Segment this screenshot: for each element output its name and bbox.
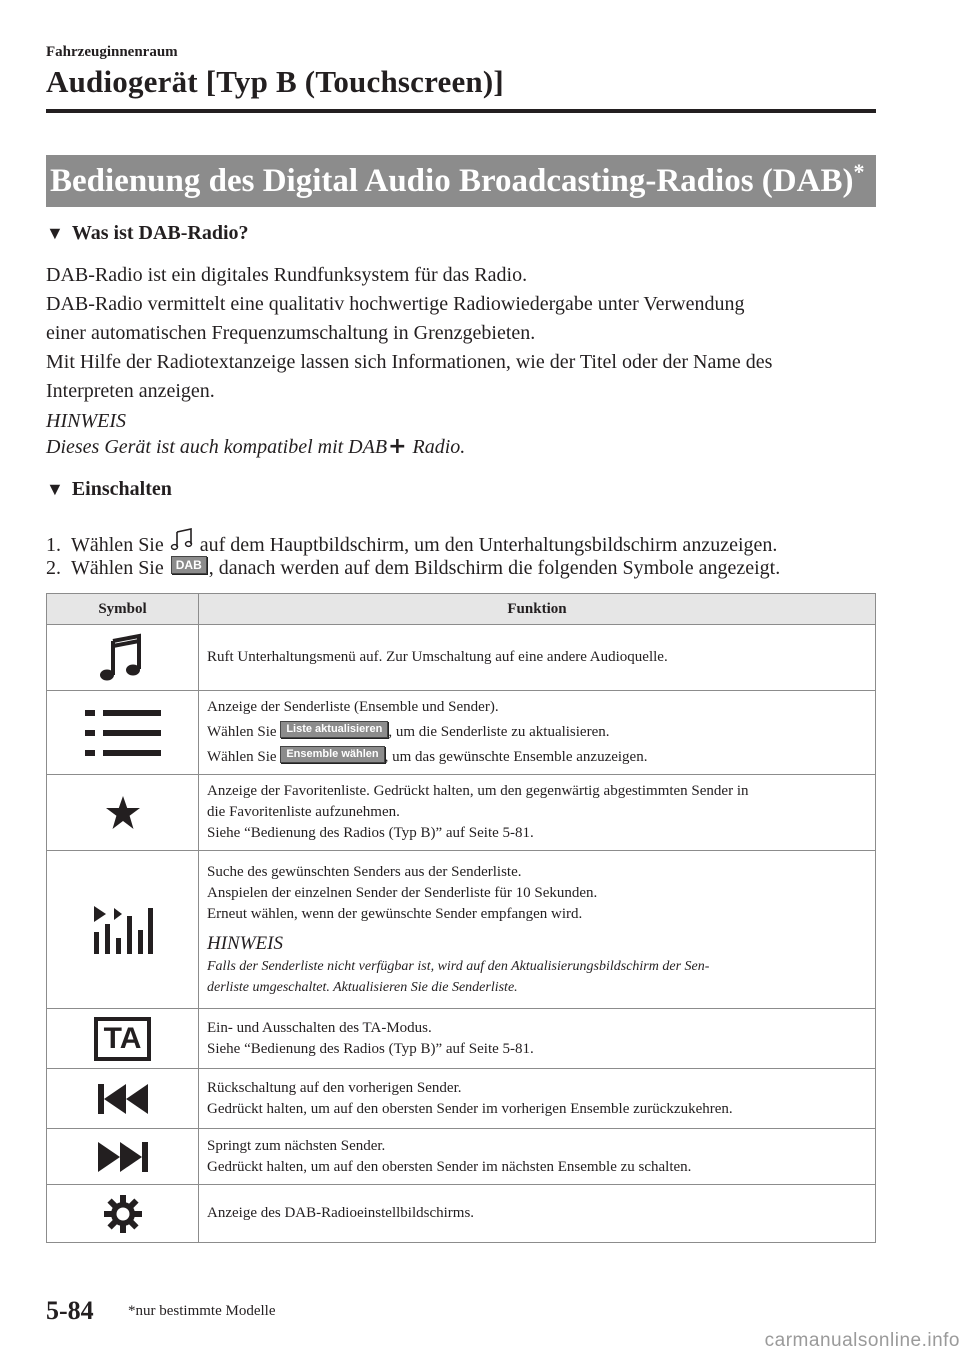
- step-2: 2. Wählen Sie DAB , danach werden auf dem Bildschirm die folgenden Symbole angezeigt.: [46, 557, 781, 579]
- next-icon: [47, 1129, 199, 1185]
- function-cell: Ein- und Ausschalten des TA-Modus. Siehe “Bedienung des Radios (Typ B)” auf Seite 5-81.: [199, 1009, 876, 1069]
- table-row: [47, 691, 876, 775]
- dab-button: DAB: [171, 556, 207, 574]
- star-icon: [47, 775, 199, 851]
- music-note-icon: [47, 625, 199, 691]
- scan-icon: [47, 851, 199, 1009]
- note-text: Dieses Gerät ist auch kompatibel mit DAB+ Radio.: [46, 434, 466, 459]
- heading-what-is-dab: ▼ Was ist DAB-Radio?: [46, 222, 249, 244]
- table-header-row: [47, 594, 876, 625]
- table-row: [47, 625, 876, 691]
- entertainment-note-icon: [169, 527, 195, 559]
- ta-icon: TA: [47, 1009, 199, 1069]
- table-row: [47, 1069, 876, 1129]
- column-header-function: Funktion: [199, 594, 876, 625]
- page-number: 5-84: [46, 1296, 94, 1325]
- function-cell: Springt zum nächsten Sender. Gedrückt halten, um auf den obersten Sender im nächsten Ensemble zu schalten.: [199, 1129, 876, 1185]
- watermark: carmanualsonline.info: [764, 1330, 960, 1351]
- column-header-symbol: Symbol: [47, 594, 199, 625]
- dab-plus-icon: +: [388, 434, 407, 459]
- note-title: HINWEIS: [46, 410, 126, 432]
- footnote: *nur bestimmte Modelle: [128, 1303, 276, 1319]
- table-row: [47, 775, 876, 851]
- settings-gear-icon: [47, 1185, 199, 1243]
- function-cell: Rückschaltung auf den vorherigen Sender. Gedrückt halten, um auf den obersten Sender im vorherigen Ensemble zurückzukehren.: [199, 1069, 876, 1129]
- chapter-title: Bedienung des Digital Audio Broadcasting-Radios (DAB)*: [50, 159, 865, 199]
- table-row: [47, 1009, 876, 1069]
- update-list-button: Liste aktualisieren: [280, 721, 388, 738]
- select-ensemble-button: Ensemble wählen: [280, 746, 384, 763]
- previous-icon: [47, 1069, 199, 1129]
- symbol-table: [46, 593, 876, 1243]
- page-title: Audiogerät [Typ B (Touchscreen)]: [46, 64, 504, 99]
- table-row: [47, 1185, 876, 1243]
- function-cell: Anzeige des DAB-Radioeinstellbildschirms.: [199, 1185, 876, 1243]
- function-cell: Anzeige der Favoritenliste. Gedrückt halten, um den gegenwärtig abgestimmten Sender in die Favoritenliste aufzunehmen. Siehe “Bedienung des Radios (Typ B)” auf Seite 5-81.: [199, 775, 876, 851]
- function-cell: Suche des gewünschten Senders aus der Senderliste. Anspielen der einzelnen Sender der Senderliste für 10 Sekunden. Erneut wählen, wenn der gewünschte Sender empfangen wird. HINWEIS Falls der Senderliste nicht verfügbar ist, wird auf den Aktualisierungsbildschirm der Sen- derliste umgeschaltet. Aktualisieren Sie die Senderliste.: [199, 851, 876, 1009]
- table-row: [47, 1129, 876, 1185]
- function-cell: Anzeige der Senderliste (Ensemble und Sender). Wählen Sie Liste aktualisieren , um die Senderliste zu aktualisieren. Wählen Sie Ensemble wählen , um das gewünschte Ensemble anzuzeigen.: [199, 691, 876, 775]
- function-cell: Ruft Unterhaltungsmenü auf. Zur Umschaltung auf eine andere Audioquelle.: [199, 625, 876, 691]
- table-row: [47, 851, 876, 1009]
- heading-einschalten: ▼ Einschalten: [46, 478, 172, 500]
- what-is-paragraph: DAB-Radio ist ein digitales Rundfunksystem für das Radio. DAB-Radio vermittelt eine qualitativ hochwertige Radiowiedergabe unter Verwendung einer automatischen Frequenzumschaltung in Grenzgebieten. Mit Hilfe der Radiotextanzeige lassen sich Informationen, wie der Titel oder der Name des Interpreten anzeigen.: [46, 264, 773, 402]
- section-label: Fahrzeuginnenraum: [46, 44, 178, 60]
- row-note-title: HINWEIS: [207, 932, 283, 954]
- step-1: 1. Wählen Sie auf dem Hauptbildschirm, um den Unterhaltungsbildschirm anzuzeigen.: [46, 527, 777, 559]
- title-rule: [46, 109, 876, 113]
- list-icon: [47, 691, 199, 775]
